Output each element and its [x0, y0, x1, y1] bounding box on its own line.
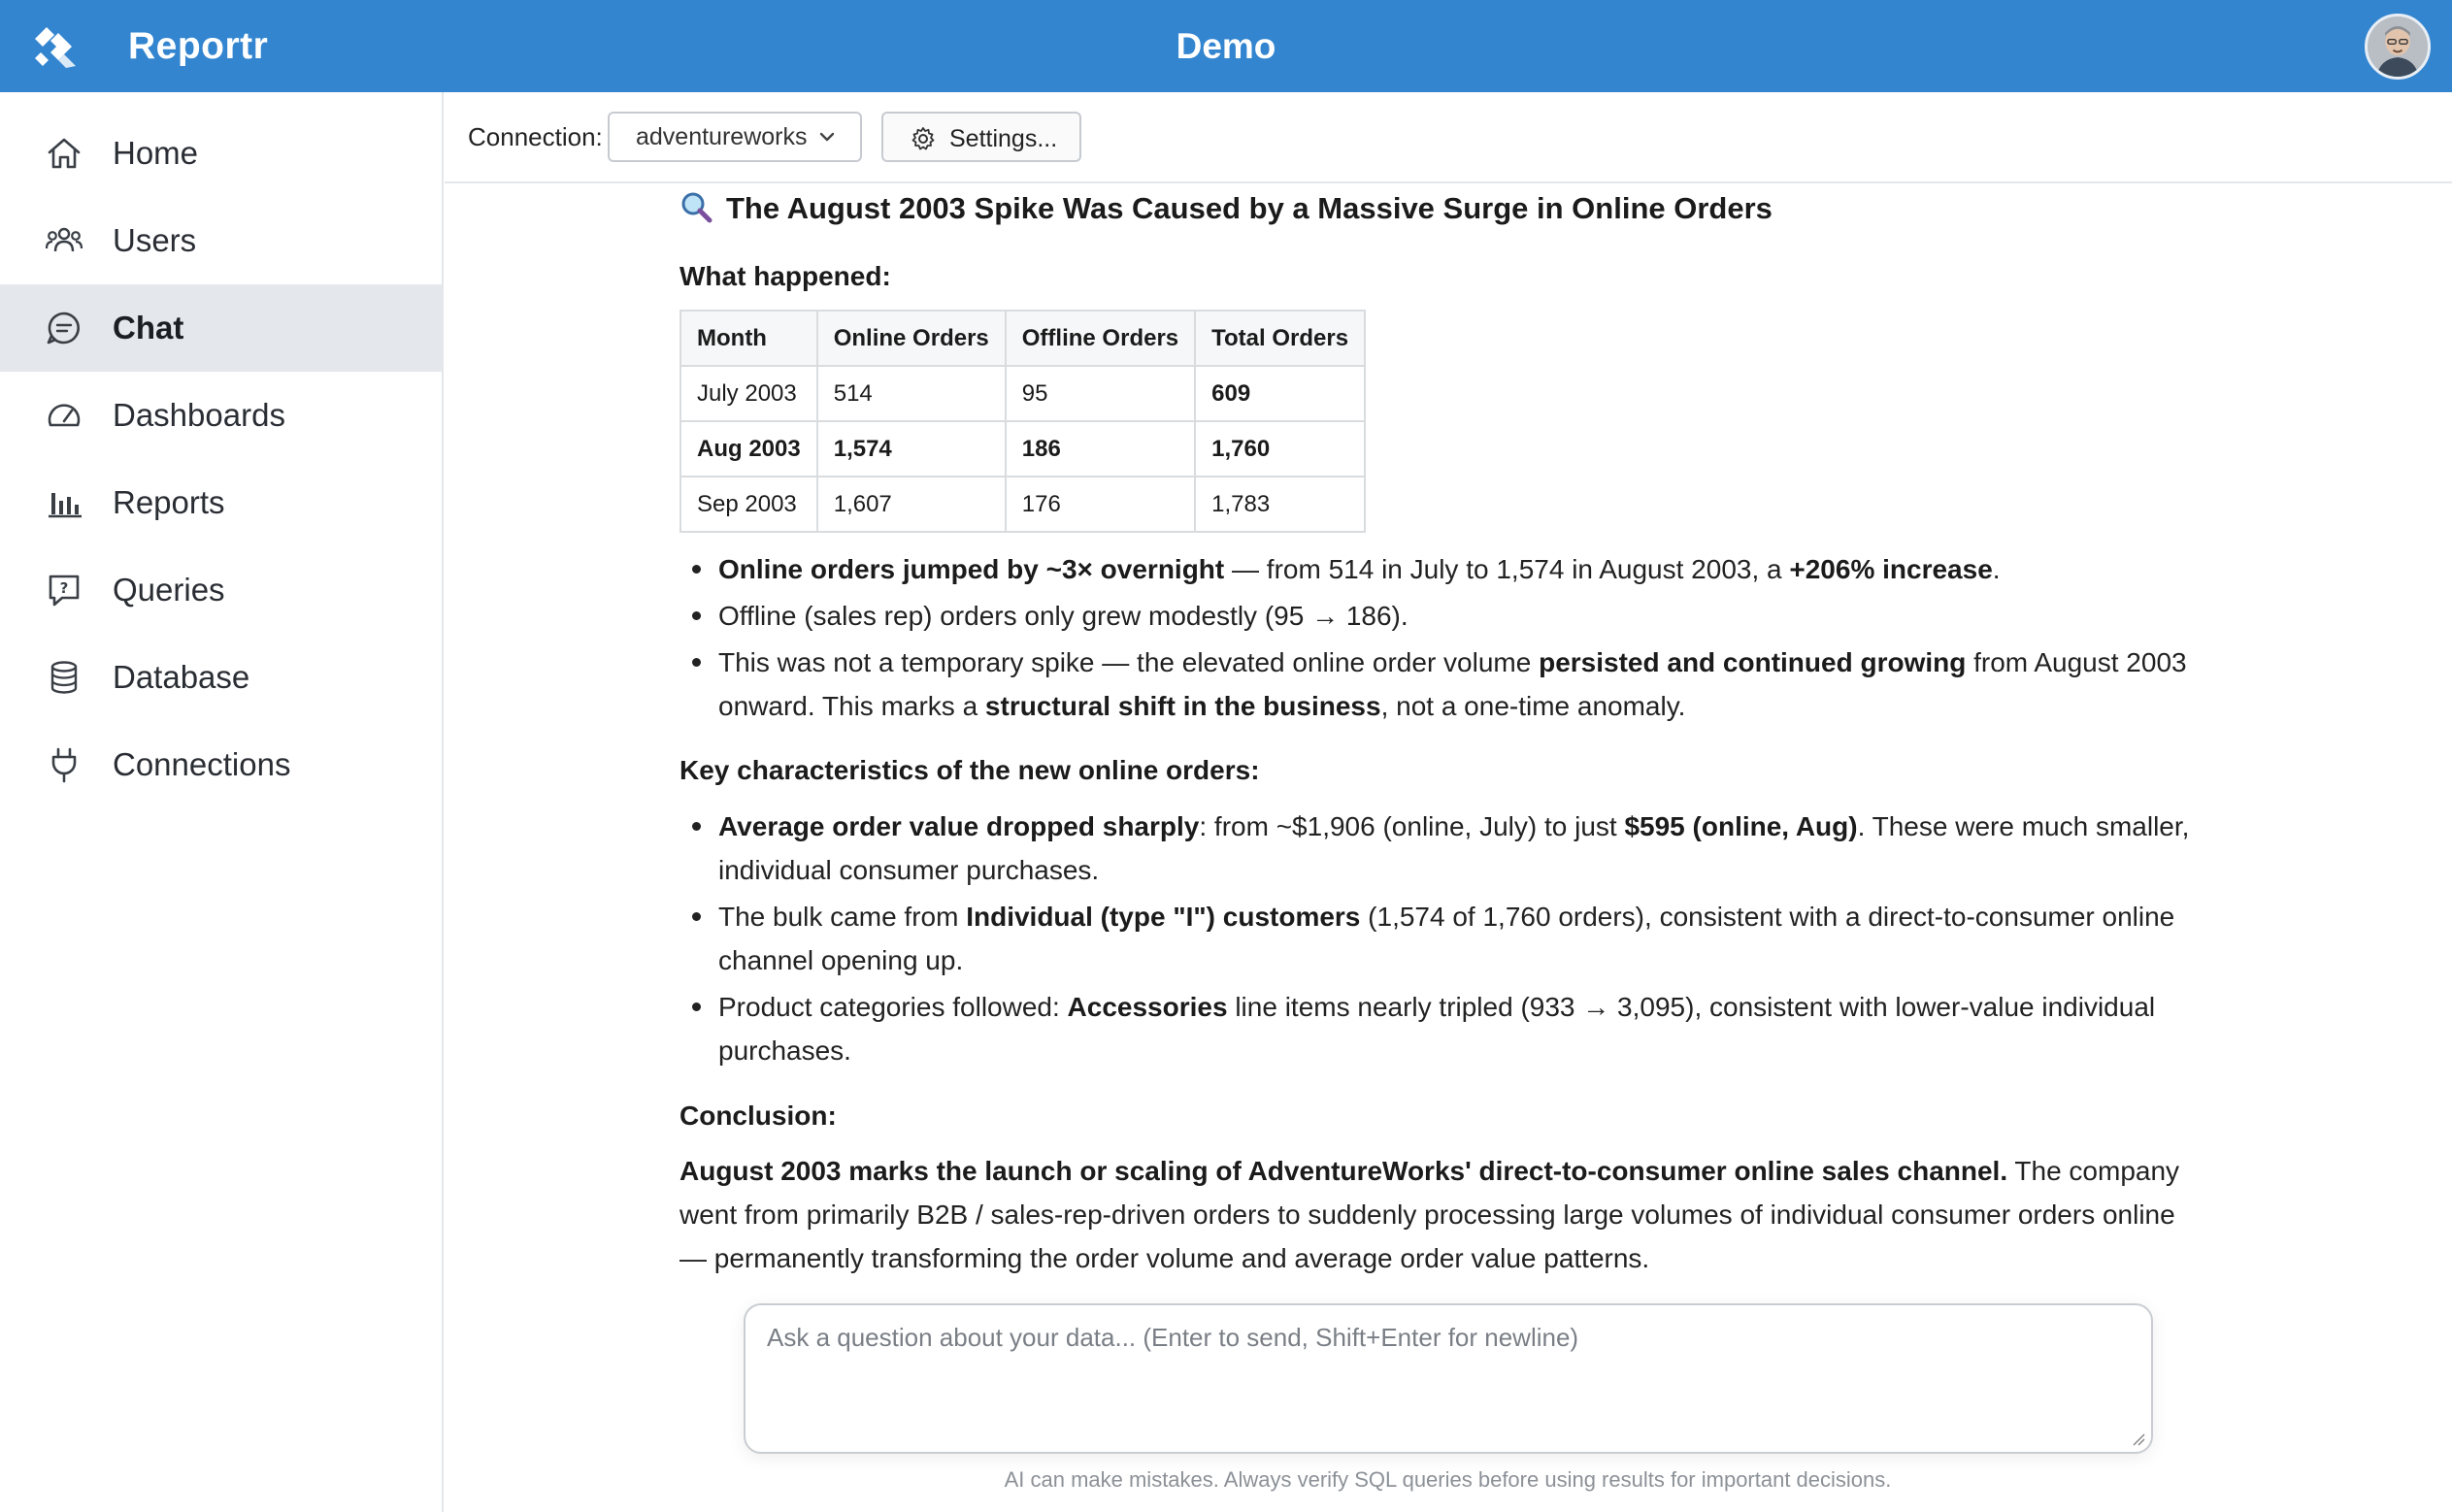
sidebar-item-label: Users: [113, 222, 197, 258]
list-item: [679, 895, 2194, 982]
table-cell: Sep 2003: [680, 477, 817, 532]
table-cell: 95: [1006, 366, 1195, 421]
connection-select-value: adventureworks: [636, 122, 808, 150]
text: from August 2003 onward. This marks a: [718, 647, 2187, 721]
sidebar-item-queries[interactable]: [0, 546, 442, 634]
message-heading: [679, 190, 1773, 226]
table-row: [680, 421, 1365, 477]
column-header: Month: [680, 311, 817, 366]
sidebar-item-label: Chat: [113, 310, 184, 345]
table-cell: 1,760: [1195, 421, 1365, 477]
app-name: Reportr: [128, 24, 269, 67]
sidebar: [0, 92, 444, 1512]
svg-text:?: ?: [59, 579, 69, 597]
table-cell: 186: [1006, 421, 1195, 477]
table-header-row: [680, 311, 1365, 366]
key-characteristics-label: Key characteristics of the new online orders:: [679, 755, 1260, 785]
chat-input[interactable]: [767, 1323, 2126, 1430]
user-avatar[interactable]: [2365, 14, 2431, 80]
list-item: [679, 594, 2194, 638]
bold-text: Online orders jumped by ~3× overnight: [718, 554, 1225, 584]
connection-toolbar: [445, 92, 2452, 183]
bar-chart-icon: [45, 483, 83, 522]
sidebar-item-connections[interactable]: [0, 721, 442, 808]
brand[interactable]: [0, 0, 268, 92]
page-title: Demo: [1176, 26, 1276, 66]
characteristics-list: [679, 805, 2194, 1075]
sidebar-item-label: Dashboards: [113, 397, 285, 433]
top-header: [0, 0, 2452, 92]
column-header: Offline Orders: [1006, 311, 1195, 366]
gauge-icon: [45, 396, 83, 435]
sidebar-item-users[interactable]: [0, 197, 442, 284]
list-item: [679, 547, 2194, 591]
connection-select[interactable]: [608, 112, 862, 162]
chat-input-container: [744, 1303, 2153, 1454]
users-icon: [45, 221, 83, 260]
sidebar-item-label: Queries: [113, 572, 225, 608]
bold-text: Average order value dropped sharply: [718, 811, 1200, 841]
chat-icon: [45, 309, 83, 347]
plug-icon: [45, 745, 83, 784]
table-cell: 176: [1006, 477, 1195, 532]
text: This was not a temporary spike — the elevated online order volume: [718, 647, 1540, 677]
home-icon: [45, 134, 83, 173]
what-happened-label: What happened:: [679, 261, 891, 291]
bold-text: $595 (online, Aug): [1624, 811, 1858, 841]
sidebar-item-home[interactable]: [0, 110, 442, 197]
database-icon: [45, 658, 83, 697]
table-cell: Aug 2003: [680, 421, 817, 477]
sidebar-item-chat[interactable]: [0, 284, 442, 372]
bold-text: Accessories: [1067, 992, 1228, 1022]
column-header: Total Orders: [1195, 311, 1365, 366]
table-cell: 1,607: [817, 477, 1006, 532]
text: The bulk came from: [718, 902, 967, 932]
sidebar-item-reports[interactable]: [0, 459, 442, 546]
text: Product categories followed:: [718, 992, 1068, 1022]
settings-button-label: Settings...: [949, 125, 1058, 152]
column-header: Online Orders: [817, 311, 1006, 366]
table-cell: 1,574: [817, 421, 1006, 477]
text: Offline (sales rep) orders only grew modestly (95 → 186).: [718, 601, 1408, 631]
table-row: [680, 477, 1365, 532]
sidebar-item-label: Reports: [113, 484, 225, 520]
bold-text: +206% increase: [1789, 554, 1993, 584]
conclusion-label: Conclusion:: [679, 1101, 837, 1131]
bold-text: August 2003 marks the launch or scaling of AdventureWorks' direct-to-consumer online sales channel.: [679, 1156, 2008, 1186]
gear-icon: [911, 126, 936, 151]
text: (1,574 of 1,760 orders), consistent with a direct-to-consumer online channel opening up.: [718, 902, 2175, 975]
bold-text: structural shift in the business: [984, 691, 1381, 721]
text: .: [1992, 554, 2001, 584]
message-heading-text: The August 2003 Spike Was Caused by a Massive Surge in Online Orders: [726, 191, 1773, 225]
text: . These were much smaller, individual consumer purchases.: [718, 811, 2190, 885]
sidebar-item-database[interactable]: [0, 634, 442, 721]
text: line items nearly tripled (933 → 3,095), consistent with lower-value individual purchases.: [718, 992, 2156, 1066]
table-cell: 1,783: [1195, 477, 1365, 532]
sidebar-item-label: Database: [113, 659, 250, 695]
text: — from 514 in July to 1,574 in August 2003, a: [1224, 554, 1790, 584]
bold-text: persisted and continued growing: [1539, 647, 1967, 677]
what-happened-list: [679, 547, 2194, 731]
table-cell: 514: [817, 366, 1006, 421]
list-item: [679, 641, 2194, 728]
list-item: [679, 805, 2194, 892]
text: , not a one-time anomaly.: [1380, 691, 1686, 721]
sidebar-item-dashboards[interactable]: [0, 372, 442, 459]
text: The company went from primarily B2B / sales-rep-driven orders to suddenly processing large volumes of individual consumer orders online — permanently transforming the order volume and average order value patterns.: [679, 1156, 2180, 1273]
list-item: [679, 985, 2194, 1072]
text: : from ~$1,906 (online, July) to just: [1199, 811, 1625, 841]
orders-table: [679, 310, 1366, 533]
connection-label: Connection:: [468, 122, 603, 151]
conclusion-text: [679, 1149, 2194, 1280]
table-row: [680, 366, 1365, 421]
chevron-down-icon: [817, 127, 837, 147]
question-icon: [45, 571, 83, 609]
resize-handle-icon[interactable]: [2130, 1430, 2145, 1446]
reportr-logo-icon: [33, 23, 80, 70]
table-cell: 609: [1195, 366, 1365, 421]
settings-button[interactable]: [881, 112, 1081, 162]
magnifying-glass-icon: [679, 190, 712, 223]
table-cell: July 2003: [680, 366, 817, 421]
sidebar-item-label: Home: [113, 135, 199, 171]
ai-disclaimer: AI can make mistakes. Always verify SQL queries before using results for important decisions.: [1004, 1467, 1892, 1492]
bold-text: Individual (type "I") customers: [966, 902, 1361, 932]
user-photo-icon: [2368, 16, 2428, 77]
sidebar-item-label: Connections: [113, 746, 291, 782]
